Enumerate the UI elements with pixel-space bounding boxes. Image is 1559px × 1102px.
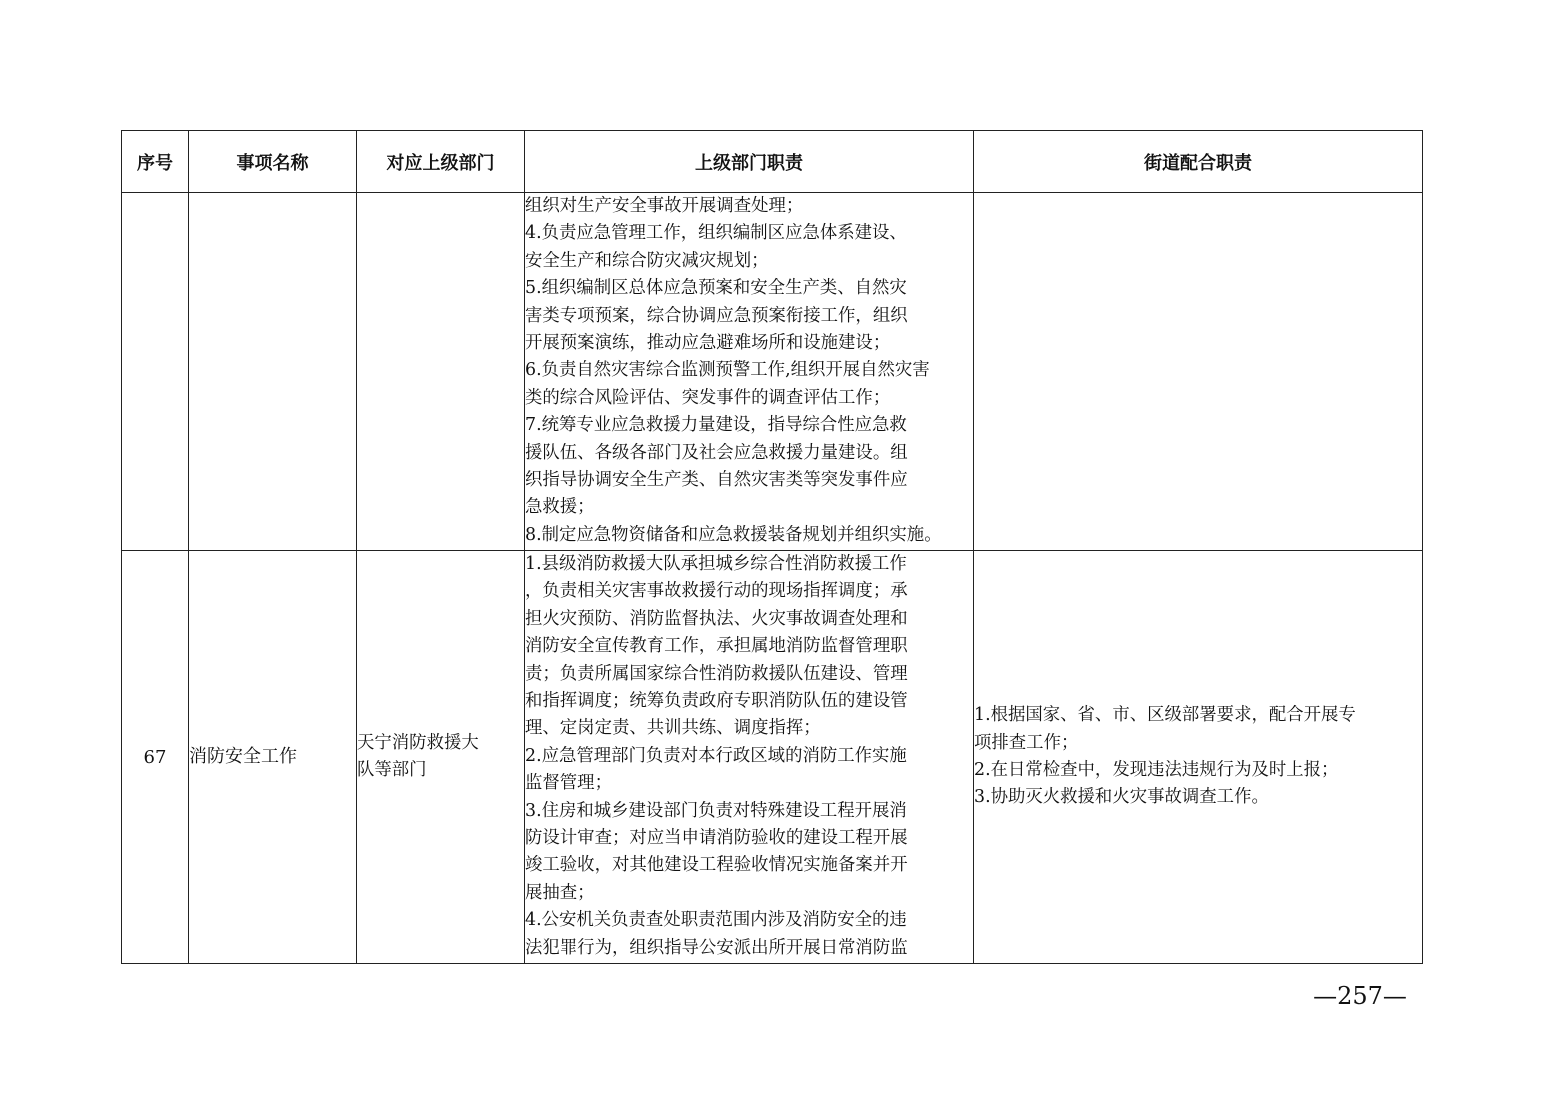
text-line: 急救援； xyxy=(525,497,595,518)
row-duties-cell xyxy=(525,551,974,964)
page-number: —257— xyxy=(1313,982,1407,1010)
text-line: 3.住房和城乡建设部门负责对特殊建设工程开展消 xyxy=(525,800,907,821)
text-line: 防设计审查；对应当申请消防验收的建设工程开展 xyxy=(525,828,908,849)
row-number: 67 xyxy=(122,551,189,964)
text-line: 3.协助灭火救援和火灾事故调查工作。 xyxy=(974,787,1269,808)
text-line: 竣工验收，对其他建设工程验收情况实施备案并开 xyxy=(525,855,908,876)
row-duties xyxy=(525,551,973,963)
header-superior-dept: 对应上级部门 xyxy=(357,131,525,193)
text-line: 消防安全宣传教育工作，承担属地消防监督管理职 xyxy=(525,636,908,657)
responsibility-table xyxy=(121,130,1423,964)
text-line: 2.应急管理部门负责对本行政区域的消防工作实施 xyxy=(525,745,907,766)
text-line: 责；负责所属国家综合性消防救援队伍建设、管理 xyxy=(525,663,908,684)
header-item-name: 事项名称 xyxy=(189,131,357,193)
text-line: 害类专项预案，综合协调应急预案衔接工作，组织 xyxy=(525,305,908,326)
row-duties xyxy=(525,193,973,550)
text-line: 安全生产和综合防灾减灾规划； xyxy=(525,250,769,271)
text-line: 5.组织编制区总体应急预案和安全生产类、自然灾 xyxy=(525,278,907,299)
row-duties-cell xyxy=(525,193,974,551)
text-line: 队等部门 xyxy=(357,760,427,780)
table-header-row xyxy=(122,131,1423,193)
row-dept xyxy=(357,193,525,551)
row-dept xyxy=(357,551,525,964)
header-street-duties: 街道配合职责 xyxy=(974,131,1423,193)
text-line: 6.负责自然灾害综合监测预警工作,组织开展自然灾害 xyxy=(525,360,930,381)
text-line: 展抽查； xyxy=(525,882,595,903)
text-line: 4.负责应急管理工作，组织编制区应急体系建设、 xyxy=(525,223,907,244)
table-row xyxy=(122,193,1423,551)
header-superior-duties: 上级部门职责 xyxy=(525,131,974,193)
text-line: 理、定岗定责、共训共练、调度指挥； xyxy=(525,718,821,739)
text-line: 天宁消防救援大 xyxy=(357,732,479,753)
row-street-duties xyxy=(974,551,1423,964)
text-line: 法犯罪行为，组织指导公安派出所开展日常消防监 xyxy=(525,937,908,958)
text-line: 1.根据国家、省、市、区级部署要求，配合开展专 xyxy=(974,705,1356,726)
row-item-name xyxy=(189,193,357,551)
text-line: 8.制定应急物资储备和应急救援装备规划并组织实施。 xyxy=(525,524,942,545)
text-line: 和指挥调度；统筹负责政府专职消防队伍的建设管 xyxy=(525,691,908,712)
text-line: 2.在日常检查中，发现违法违规行为及时上报； xyxy=(974,760,1339,780)
text-line: 监督管理； xyxy=(525,773,612,794)
row-item-name: 消防安全工作 xyxy=(189,551,357,964)
text-line: 担火灾预防、消防监督执法、火灾事故调查处理和 xyxy=(525,608,908,629)
text-line: 织指导协调安全生产类、自然灾害类等突发事件应 xyxy=(525,470,908,491)
text-line: 4.公安机关负责查处职责范围内涉及消防安全的违 xyxy=(525,910,907,931)
text-line: 7.统筹专业应急救援力量建设，指导综合性应急救 xyxy=(525,415,907,436)
text-line: 项排查工作； xyxy=(974,732,1079,753)
text-line: 1.县级消防救援大队承担城乡综合性消防救援工作 xyxy=(525,554,907,574)
row-street-duties xyxy=(974,193,1423,551)
text-line: 组织对生产安全事故开展调查处理； xyxy=(525,196,804,216)
text-line: 类的综合风险评估、突发事件的调查评估工作； xyxy=(525,387,891,408)
text-line: ，负责相关灾害事故救援行动的现场指挥调度；承 xyxy=(525,581,908,602)
text-line: 开展预案演练，推动应急避难场所和设施建设； xyxy=(525,333,891,354)
table-row xyxy=(122,551,1423,964)
text-line: 援队伍、各级各部门及社会应急救援力量建设。组 xyxy=(525,442,908,463)
row-number xyxy=(122,193,189,551)
header-seq: 序号 xyxy=(122,131,189,193)
